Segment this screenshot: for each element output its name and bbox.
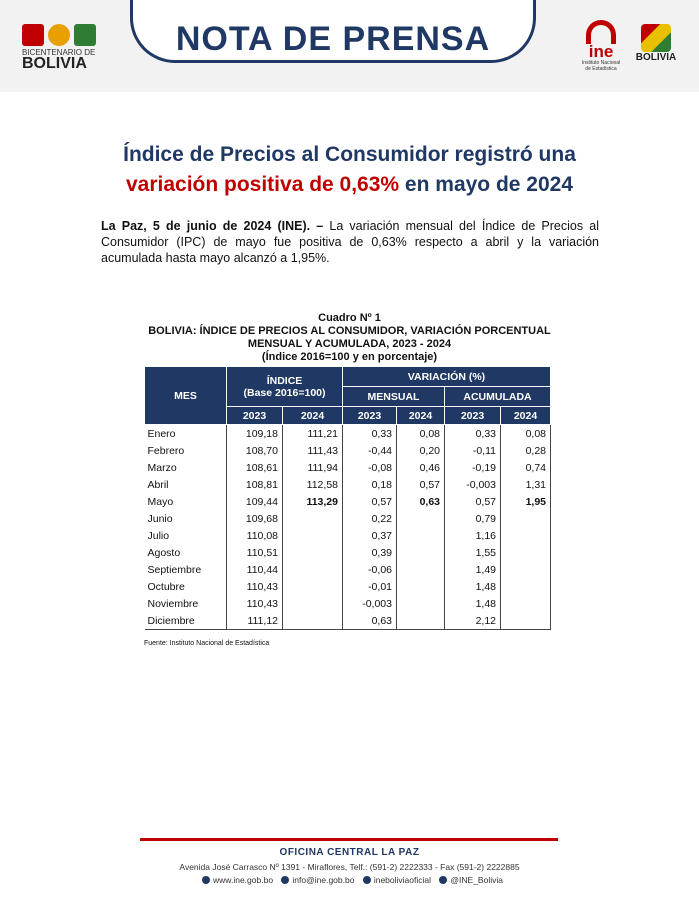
value-cell: 0,63 (343, 612, 397, 630)
header-mensual: MENSUAL (343, 387, 445, 407)
value-cell: 2,12 (445, 612, 501, 630)
header-year: 2023 (445, 407, 501, 425)
value-cell (283, 612, 343, 630)
bolivia-emblem-icon (641, 24, 671, 52)
logo-square-icon (22, 24, 44, 46)
value-cell: 0,57 (397, 476, 445, 493)
table-row (145, 425, 551, 443)
ine-word: ine (588, 42, 614, 61)
value-cell: 0,22 (343, 510, 397, 527)
footer-email[interactable]: info@ine.gob.bo (292, 875, 355, 885)
month-cell: Agosto (147, 546, 181, 559)
footer-address: Avenida José Carrasco Nº 1391 - Miraflores, Telf.: (591-2) 2222333 - Fax (591-2) 2222885 (179, 862, 520, 872)
footer-social (0, 875, 699, 885)
value-cell: 110,51 (227, 544, 283, 561)
value-cell: 0,37 (343, 527, 397, 544)
table-row (145, 493, 551, 510)
value-cell: 0,46 (397, 459, 445, 476)
value-cell (501, 595, 551, 612)
value-cell: 111,43 (283, 442, 343, 459)
value-cell: 110,43 (227, 578, 283, 595)
table-row (145, 459, 551, 476)
footer-twitter[interactable]: @INE_Bolivia (450, 875, 503, 885)
value-cell: -0,19 (445, 459, 501, 476)
logo-square-icon (74, 24, 96, 46)
value-cell (397, 595, 445, 612)
header-acumulada: ACUMULADA (445, 387, 551, 407)
caption-title2: MENSUAL Y ACUMULADA, 2023 - 2024 (247, 338, 452, 350)
month-cell: Enero (147, 427, 176, 440)
value-cell: 0,57 (445, 493, 501, 510)
bicentenario-logo (22, 24, 108, 71)
header-year: 2024 (283, 407, 343, 425)
value-cell: 111,12 (227, 612, 283, 630)
value-cell (501, 612, 551, 630)
value-cell: 1,95 (501, 493, 551, 510)
facebook-icon (363, 876, 371, 884)
logo-line2: BOLIVIA (22, 55, 87, 72)
value-cell: 1,55 (445, 544, 501, 561)
table-row (145, 544, 551, 561)
caption-subtitle: (Índice 2016=100 y en porcentaje) (261, 351, 438, 363)
value-cell: 1,48 (445, 578, 501, 595)
value-cell: 110,43 (227, 595, 283, 612)
table-row (145, 612, 551, 630)
ine-logo (581, 20, 621, 72)
value-cell (283, 595, 343, 612)
month-cell: Febrero (147, 444, 185, 457)
value-cell (283, 527, 343, 544)
logo-line1: BICENTENARIO DE (22, 48, 96, 57)
globe-icon (202, 876, 210, 884)
email-icon (281, 876, 289, 884)
ine-subtitle: Instituto Nacional de Estadística (581, 60, 621, 72)
month-cell: Junio (147, 512, 173, 525)
headline-highlight: variación positiva de 0,63% (125, 173, 400, 196)
caption-number: Cuadro Nº 1 (318, 312, 381, 324)
table-row (145, 578, 551, 595)
lead-paragraph (101, 218, 599, 266)
value-cell: 109,18 (227, 425, 283, 443)
lead-text: La variación mensual del Índice de Precios al Consumidor (IPC) de mayo fue positiva de 0,63% respecto a abril y la variación acumulada hasta mayo alcanzó a 1,95%. (101, 219, 599, 265)
value-cell (397, 612, 445, 630)
header-banner (0, 0, 699, 92)
table-row (145, 561, 551, 578)
header-mes: MES (145, 367, 227, 425)
month-cell: Abril (147, 478, 169, 491)
value-cell: 0,20 (397, 442, 445, 459)
table-caption (120, 312, 579, 364)
value-cell: -0,06 (343, 561, 397, 578)
value-cell (501, 561, 551, 578)
value-cell: 108,81 (227, 476, 283, 493)
value-cell: 109,68 (227, 510, 283, 527)
headline-line1: Índice de Precios al Consumidor registró una (123, 143, 576, 166)
value-cell: 0,63 (397, 493, 445, 510)
month-cell: Marzo (147, 461, 177, 474)
value-cell: -0,003 (445, 476, 501, 493)
value-cell (397, 527, 445, 544)
value-cell: -0,003 (343, 595, 397, 612)
month-cell: Octubre (147, 580, 185, 593)
table-row (145, 510, 551, 527)
month-cell: Julio (147, 529, 170, 542)
ine-arc-icon (586, 20, 616, 44)
footer-title: OFICINA CENTRAL LA PAZ (279, 847, 420, 858)
header-year: 2024 (397, 407, 445, 425)
table-row (145, 527, 551, 544)
header-year: 2024 (501, 407, 551, 425)
header-indice (227, 367, 343, 407)
month-cell: Septiembre (147, 563, 202, 576)
value-cell (501, 510, 551, 527)
value-cell (397, 561, 445, 578)
page-title: NOTA DE PRENSA (175, 20, 491, 58)
value-cell (501, 544, 551, 561)
value-cell: 0,33 (445, 425, 501, 443)
table-row (145, 442, 551, 459)
header-indice-base: (Base 2016=100) (243, 386, 326, 399)
value-cell (501, 527, 551, 544)
header-variacion: VARIACIÓN (%) (343, 367, 551, 387)
cpi-table (144, 366, 551, 630)
value-cell: 112,58 (283, 476, 343, 493)
value-cell (501, 578, 551, 595)
footer-facebook[interactable]: ineboliviaoficial (373, 875, 432, 885)
value-cell (397, 510, 445, 527)
value-cell: 108,70 (227, 442, 283, 459)
value-cell: 1,31 (501, 476, 551, 493)
value-cell: 0,79 (445, 510, 501, 527)
footer-divider (140, 838, 558, 841)
value-cell: -0,01 (343, 578, 397, 595)
state-logo-word: BOLIVIA (635, 52, 677, 63)
table-row (145, 476, 551, 493)
value-cell: 0,08 (397, 425, 445, 443)
logo-circle-icon (48, 24, 70, 46)
value-cell: 1,48 (445, 595, 501, 612)
caption-title1: BOLIVIA: ÍNDICE DE PRECIOS AL CONSUMIDOR, VARIACIÓN PORCENTUAL (148, 325, 551, 337)
value-cell: 0,08 (501, 425, 551, 443)
value-cell (397, 578, 445, 595)
header-year: 2023 (343, 407, 397, 425)
dateline: La Paz, 5 de junio de 2024 (INE). – (101, 219, 324, 233)
value-cell: 0,57 (343, 493, 397, 510)
month-cell: Mayo (147, 495, 174, 508)
value-cell (397, 544, 445, 561)
value-cell (283, 578, 343, 595)
value-cell: 0,28 (501, 442, 551, 459)
value-cell: 1,49 (445, 561, 501, 578)
value-cell: -0,11 (445, 442, 501, 459)
value-cell: 0,18 (343, 476, 397, 493)
value-cell (283, 510, 343, 527)
table-row (145, 595, 551, 612)
value-cell: 113,29 (283, 493, 343, 510)
state-logo (626, 24, 686, 63)
value-cell: 108,61 (227, 459, 283, 476)
month-cell: Noviembre (147, 597, 199, 610)
headline (90, 140, 609, 200)
value-cell: 109,44 (227, 493, 283, 510)
twitter-icon (439, 876, 447, 884)
value-cell: 0,39 (343, 544, 397, 561)
value-cell: 0,33 (343, 425, 397, 443)
value-cell: 0,74 (501, 459, 551, 476)
table-source: Fuente: Instituto Nacional de Estadística (144, 640, 270, 647)
value-cell: 111,21 (283, 425, 343, 443)
headline-rest: en mayo de 2024 (399, 173, 574, 196)
value-cell: -0,08 (343, 459, 397, 476)
value-cell: 110,44 (227, 561, 283, 578)
header-indice-label: ÍNDICE (266, 374, 303, 387)
value-cell: -0,44 (343, 442, 397, 459)
value-cell (283, 561, 343, 578)
value-cell (283, 544, 343, 561)
value-cell: 110,08 (227, 527, 283, 544)
value-cell: 111,94 (283, 459, 343, 476)
footer-web[interactable]: www.ine.gob.bo (213, 875, 274, 885)
value-cell: 1,16 (445, 527, 501, 544)
header-year: 2023 (227, 407, 283, 425)
month-cell: Diciembre (145, 612, 227, 630)
